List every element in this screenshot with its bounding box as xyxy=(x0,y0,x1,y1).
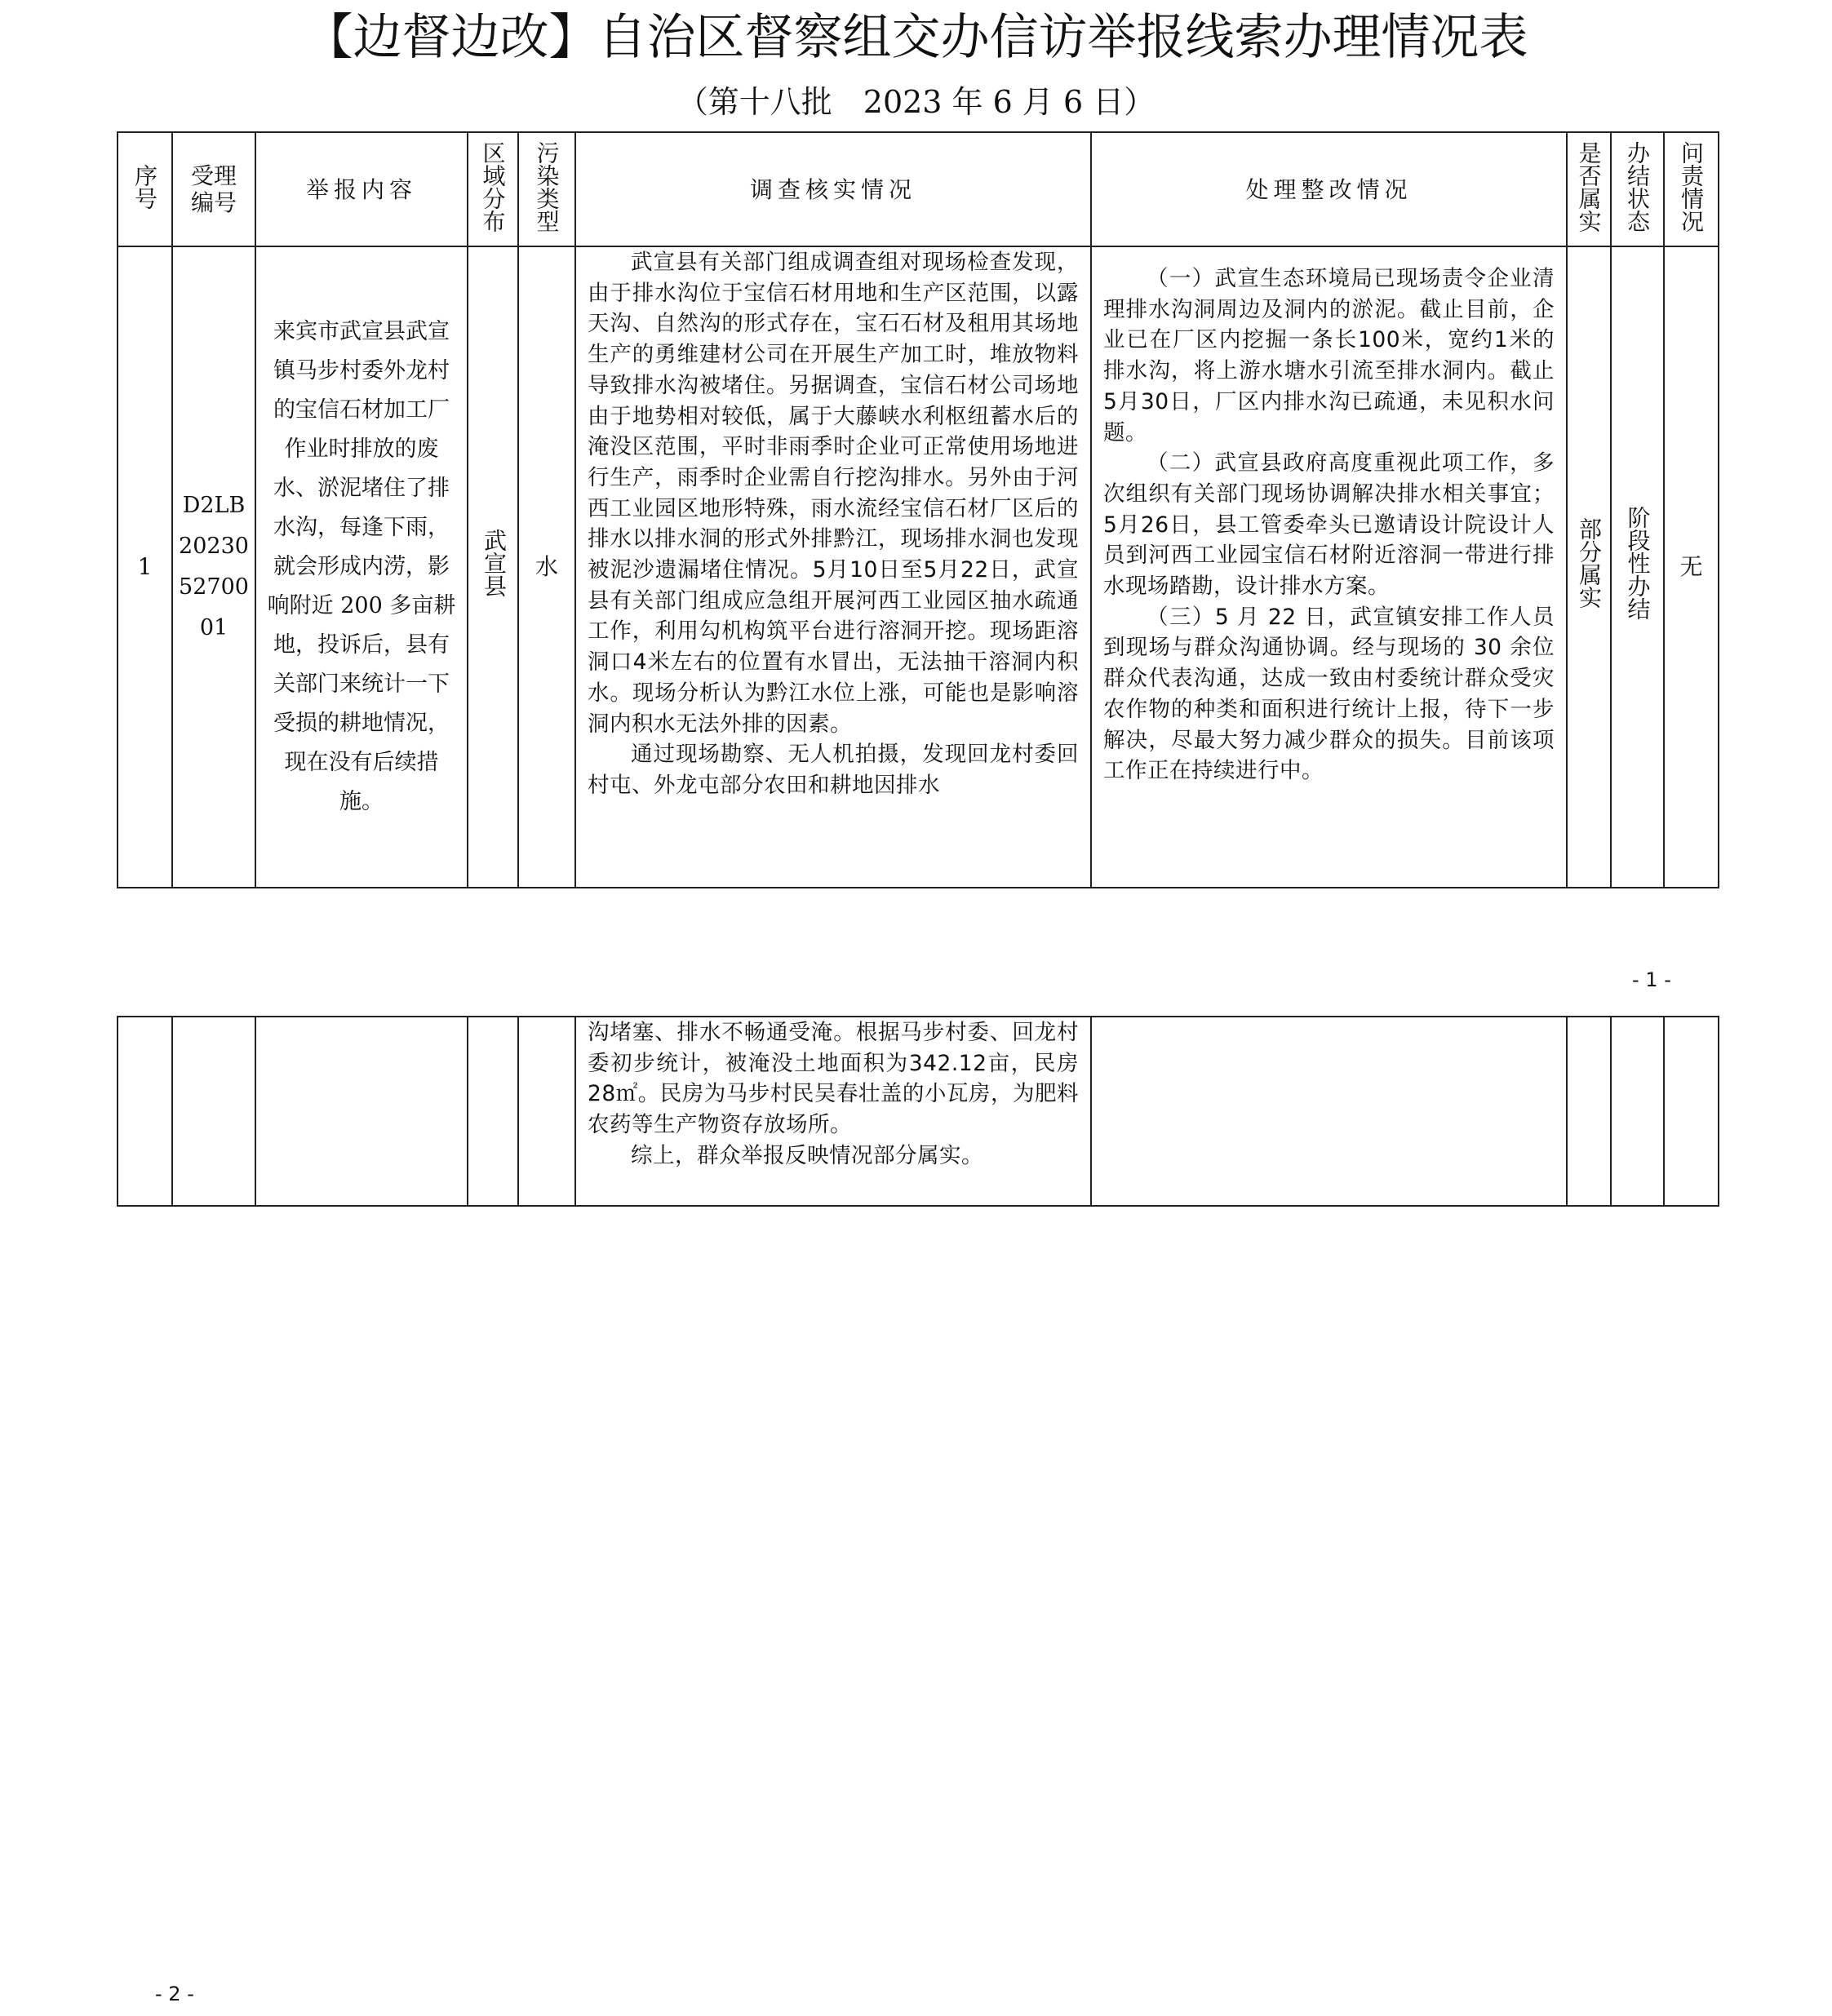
cell-empty xyxy=(518,1017,575,1206)
document-subtitle: （第十八批 2023 年 6 月 6 日） xyxy=(676,84,1156,120)
cell-empty xyxy=(172,1017,255,1206)
acceptance-no-line: 52700 xyxy=(179,574,249,600)
header-rectification: 处理整改情况 xyxy=(1091,132,1567,246)
cell-verified: 部分属实 xyxy=(1567,246,1611,888)
report-table-page2 xyxy=(117,1016,1719,1207)
header-region: 区域分布 xyxy=(468,132,518,246)
header-acceptance-no-label xyxy=(173,162,255,216)
acceptance-no-line: 01 xyxy=(199,615,228,640)
cell-empty xyxy=(1664,1017,1719,1206)
header-status: 办结状态 xyxy=(1611,132,1664,246)
acceptance-no-line: D2LB xyxy=(182,493,246,518)
header-seq: 序号 xyxy=(118,132,172,246)
cell-empty xyxy=(1611,1017,1664,1206)
header-investigation: 调查核实情况 xyxy=(575,132,1091,246)
investigation-paragraph: 通过现场勘察、无人机拍摄，发现回龙村委回村屯、外龙屯部分农田和耕地因排水 xyxy=(588,742,1079,798)
cell-seq: 1 xyxy=(118,246,172,888)
cell-region: 武宣县 xyxy=(468,246,518,888)
cell-acceptance-no xyxy=(172,246,255,888)
header-row xyxy=(118,132,1719,246)
cell-empty xyxy=(118,1017,172,1206)
acceptance-no-line: 20230 xyxy=(179,534,249,559)
cell-status: 阶段性办结 xyxy=(1611,246,1664,888)
rectification-paragraph: （一）武宣生态环境局已现场责令企业清理排水沟洞周边及洞内的淤泥。截止目前，企业已在厂区内挖掘一条长100米，宽约1米的排水沟，将上游水塘水引流至排水洞内。截止5月30日，厂区内排水沟已疏通，未见积水问题。 xyxy=(1103,266,1555,445)
header-acceptance-no xyxy=(172,132,255,246)
cell-rectification xyxy=(1091,246,1567,888)
cell-empty xyxy=(1091,1017,1567,1206)
table-row-continued xyxy=(118,1017,1719,1206)
investigation-paragraph: 沟堵塞、排水不畅通受淹。根据马步村委、回龙村委初步统计，被淹没土地面积为342.12亩，民房28㎡。民房为马步村民吴春壮盖的小瓦房，为肥料农药等生产物资存放场所。 xyxy=(588,1020,1079,1138)
page-number: - 1 - xyxy=(1632,968,1671,991)
header-accountability: 问责情况 xyxy=(1664,132,1719,246)
cell-empty xyxy=(1567,1017,1611,1206)
rectification-paragraph: （二）武宣县政府高度重视此项工作，多次组织有关部门现场协调解决排水相关事宜；5月26日，县工管委牵头已邀请设计院设计人员到河西工业园宝信石材附近溶洞一带进行排水现场踏勘，设计排水方案。 xyxy=(1103,450,1555,600)
cell-empty xyxy=(255,1017,468,1206)
cell-pollution-type: 水 xyxy=(518,246,575,888)
investigation-paragraph: 综上，群众举报反映情况部分属实。 xyxy=(631,1142,983,1168)
header-pollution-type: 污染类型 xyxy=(518,132,575,246)
header-report-content: 举报内容 xyxy=(255,132,468,246)
header-acceptance-no-line: 编号 xyxy=(190,189,237,216)
document-title: 【边督边改】自治区督察组交办信访举报线索办理情况表 xyxy=(304,9,1528,66)
header-verified: 是否属实 xyxy=(1567,132,1611,246)
cell-accountability: 无 xyxy=(1664,246,1719,888)
report-table-page1 xyxy=(117,131,1719,888)
header-acceptance-no-line: 受理 xyxy=(190,162,237,189)
cell-empty xyxy=(468,1017,518,1206)
cell-report-content: 来宾市武宣县武宣镇马步村委外龙村的宝信石材加工厂作业时排放的废水、淤泥堵住了排水沟，每逢下雨，就会形成内涝，影响附近 200 多亩耕地，投诉后，县有关部门来统计一下受损的耕地情况，现在没有后续措施。 xyxy=(255,246,468,888)
rectification-paragraph: （三）5 月 22 日，武宣镇安排工作人员到现场与群众沟通协调。经与现场的 30 余位群众代表沟通，达成一致由村委统计群众受灾农作物的种类和面积进行统计上报，待下一步解决，尽最大努力减少群众的损失。目前该项工作正在持续进行中。 xyxy=(1103,604,1555,784)
cell-investigation-continued xyxy=(575,1017,1091,1206)
investigation-paragraph: 武宣县有关部门组成调查组对现场检查发现，由于排水沟位于宝信石材用地和生产区范围，以露天沟、自然沟的形式存在，宝石石材及租用其场地生产的勇维建材公司在开展生产加工时，堆放物料导致排水沟被堵住。另据调查，宝信石材公司场地由于地势相对较低，属于大藤峡水利枢纽蓄水后的淹没区范围，平时非雨季时企业可正常使用场地进行生产，雨季时企业需自行挖沟排水。另外由于河西工业园区地形特殊，雨水流经宝信石材厂区后的排水以排水洞的形式外排黔江，现场排水洞也发现被泥沙遗漏堵住情况。5月10日至5月22日，武宣县有关部门组成应急组开展河西工业园区抽水疏通工作，利用勾机构筑平台进行溶洞开挖。现场距溶洞口4米左右的位置有水冒出，无法抽干溶洞内积水。现场分析认为黔江水位上涨，可能也是影响溶洞内积水无法外排的因素。 xyxy=(588,250,1079,737)
cell-investigation xyxy=(575,246,1091,888)
table-row xyxy=(118,246,1719,888)
page-number: - 2 - xyxy=(155,1983,194,2005)
